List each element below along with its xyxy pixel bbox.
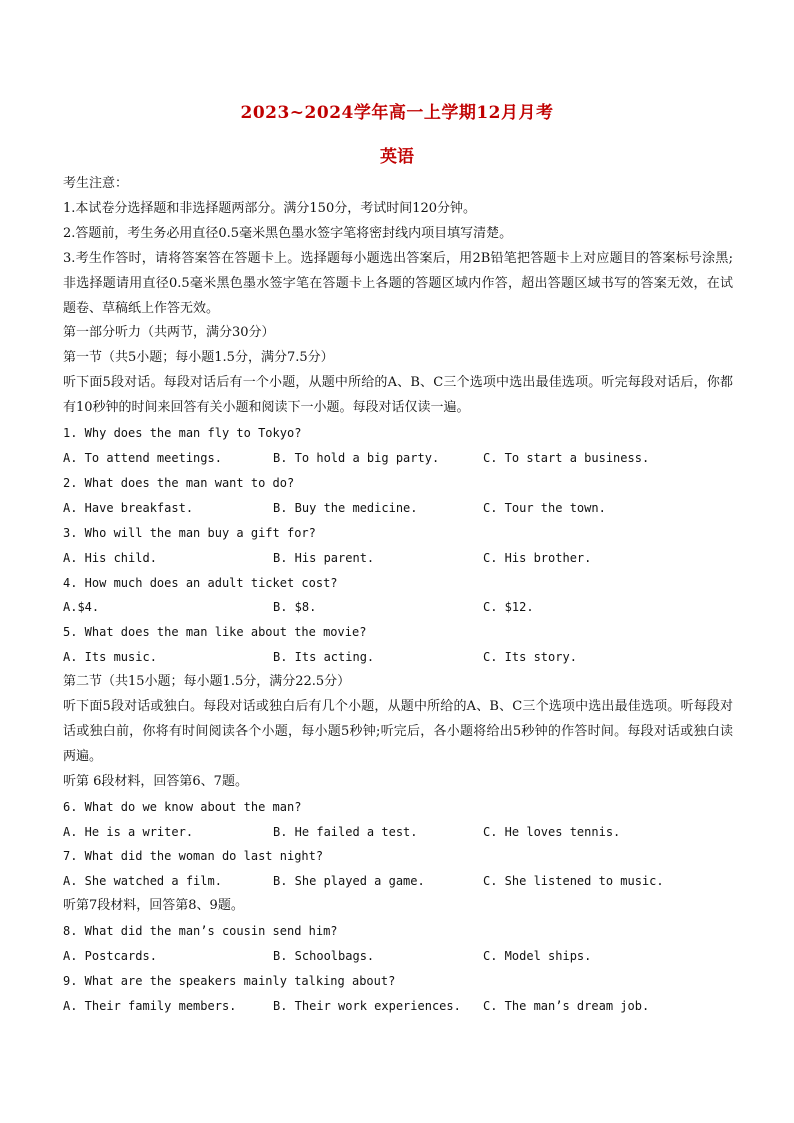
- question-2: 2. What does the man want to do?: [63, 475, 295, 490]
- option-b: B. He failed a test.: [273, 824, 418, 839]
- option-b: B. Buy the medicine.: [273, 500, 418, 515]
- material-6-instruction: 听第 6段材料，回答第6、7题。: [63, 773, 248, 789]
- option-c: C. She listened to music.: [483, 874, 664, 889]
- question-6-options: [63, 820, 733, 845]
- question-9-options: [63, 994, 733, 1019]
- question-4: 4. How much does an adult ticket cost?: [63, 575, 338, 590]
- option-a: A. Postcards.: [63, 949, 157, 964]
- section1-heading: 第一节（共5小题；每小题1.5分，满分7.5分）: [63, 350, 334, 366]
- option-b: B. Their work experiences.: [273, 998, 461, 1013]
- option-a: A. Its music.: [63, 650, 157, 665]
- section2-instructions: 听下面5段对话或独白。每段对话或独白后有几个小题，从题中所给的A、B、C三个选项中选出最佳选项。听每段对话或独白前，你将有时间阅读各个小题，每小题5秒钟;听完后，各小题将给出5秒钟的作答时间。每段对话或独白读两遍。: [63, 699, 733, 764]
- question-8: 8. What did the man’s cousin send him?: [63, 924, 338, 939]
- notice-item-1: 1.本试卷分选择题和非选择题两部分。满分150分，考试时间120分钟。: [63, 200, 477, 216]
- option-b: B. Its acting.: [273, 650, 375, 665]
- question-2-options: [63, 496, 733, 521]
- option-c: C. Tour the town.: [483, 500, 606, 515]
- section2-heading: 第二节（共15小题；每小题1.5分，满分22.5分）: [63, 674, 351, 690]
- option-b: B. $8.: [273, 600, 317, 615]
- question-1-options: [63, 446, 733, 471]
- question-5: 5. What does the man like about the movie?: [63, 625, 367, 640]
- option-c: C. Its story.: [483, 650, 577, 665]
- notice-heading: 考生注意：: [63, 176, 129, 191]
- option-b: B. His parent.: [273, 550, 375, 565]
- option-a: A. His child.: [63, 550, 157, 565]
- question-1: 1. Why does the man fly to Tokyo?: [63, 426, 302, 441]
- option-c: C. Model ships.: [483, 949, 592, 964]
- option-a: A. She watched a film.: [63, 874, 222, 889]
- option-a: A. To attend meetings.: [63, 450, 222, 465]
- question-8-options: [63, 944, 733, 969]
- option-c: C. The man’s dream job.: [483, 998, 650, 1013]
- exam-subject: 英语: [380, 147, 414, 167]
- option-c: C. To start a business.: [483, 450, 650, 465]
- section1-instructions: 听下面5段对话。每段对话后有一个小题，从题中所给的A、B、C三个选项中选出最佳选项。听完每段对话后，你都有10秒钟的时间来回答有关小题和阅读下一小题。每段对话仅读一遍。: [63, 375, 733, 416]
- option-b: B. She played a game.: [273, 874, 425, 889]
- option-c: C. $12.: [483, 600, 534, 615]
- material-7-instruction: 听第7段材料，回答第8、9题。: [63, 898, 244, 914]
- question-5-options: [63, 645, 733, 670]
- notice-item-3: 3.考生作答时，请将答案答在答题卡上。选择题每小题选出答案后，用2B铅笔把答题卡上对应题目的答案标号涂黑;非选择题请用直径0.5毫米黑色墨水签字笔在答题卡上各题的答题区域内作答，超出答题区域书写的答案无效，在试题卷、草稿纸上作答无效。: [63, 250, 733, 316]
- notice-item-2: 2.答题前，考生务必用直径0.5毫米黑色墨水签字笔将密封线内项目填写清楚。: [63, 225, 513, 241]
- question-6: 6. What do we know about the man?: [63, 799, 302, 814]
- option-a: A. Have breakfast.: [63, 500, 194, 515]
- question-3-options: [63, 546, 733, 571]
- option-a: A.$4.: [63, 600, 100, 615]
- question-7-options: [63, 869, 733, 894]
- option-b: B. Schoolbags.: [273, 949, 375, 964]
- option-c: C. His brother.: [483, 550, 592, 565]
- option-b: B. To hold a big party.: [273, 450, 440, 465]
- option-a: A. He is a writer.: [63, 824, 194, 839]
- option-a: A. Their family members.: [63, 998, 237, 1013]
- exam-title: 2023~2024学年高一上学期12月月考: [240, 103, 554, 123]
- question-9: 9. What are the speakers mainly talking about?: [63, 974, 396, 988]
- part1-heading: 第一部分听力（共两节，满分30分）: [63, 325, 275, 341]
- question-4-options: [63, 595, 733, 620]
- question-7: 7. What did the woman do last night?: [63, 849, 324, 864]
- exam-content: [63, 172, 733, 1019]
- question-3: 3. Who will the man buy a gift for?: [63, 525, 316, 540]
- option-c: C. He loves tennis.: [483, 824, 621, 839]
